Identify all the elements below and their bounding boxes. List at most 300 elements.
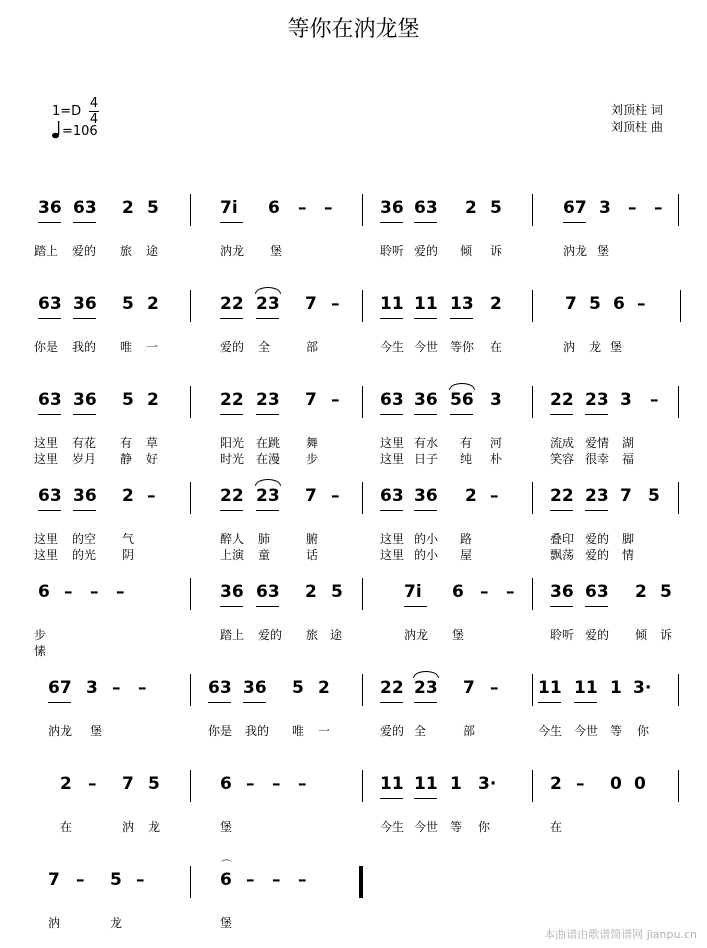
lyric-syllable: 踏上 <box>220 628 245 642</box>
lyric-syllable: 情 <box>622 548 635 562</box>
note: 11 <box>538 678 562 698</box>
lyric-syllable: 步 <box>306 452 319 466</box>
note: 2 <box>305 582 317 602</box>
bar-line <box>362 290 363 322</box>
lyric-syllable: 好 <box>146 452 159 466</box>
note: 6 <box>452 582 464 602</box>
lyric-syllable: 阳光 <box>220 436 245 450</box>
lyric-syllable: 有 <box>120 436 133 450</box>
note: 3· <box>633 678 652 698</box>
note: 36 <box>414 486 438 506</box>
note: 6 <box>268 198 280 218</box>
note: 63 <box>256 582 280 602</box>
note: 23 <box>256 486 280 506</box>
note: – <box>331 294 340 314</box>
slur-mark <box>255 479 281 486</box>
note: 5 <box>589 294 601 314</box>
lyric-syllable: 堡 <box>610 340 623 354</box>
lyric-syllable: 话 <box>306 548 319 562</box>
note: 6 <box>38 582 50 602</box>
beam-underline <box>414 318 437 319</box>
lyric-syllable: 唯 <box>120 340 133 354</box>
watermark: 本曲谱由歌谱简谱网 jianpu.cn <box>544 928 697 941</box>
lyric-syllable: 途 <box>146 244 159 258</box>
page-title: 等你在汭龙堡 <box>287 17 420 42</box>
lyric-syllable: 堡 <box>597 244 610 258</box>
note: 63 <box>38 390 62 410</box>
lyric-syllable: 一 <box>146 340 159 354</box>
note: 63 <box>38 294 62 314</box>
bar-line <box>190 674 191 706</box>
note: – <box>637 294 646 314</box>
lyric-syllable: 你是 <box>208 724 233 738</box>
note: – <box>116 582 125 602</box>
lyric-syllable: 诉 <box>660 628 673 642</box>
note: 36 <box>73 390 97 410</box>
bar-line <box>532 482 533 514</box>
note: 5 <box>122 294 134 314</box>
note: 6 <box>220 870 232 890</box>
note: 2 <box>465 486 477 506</box>
note: 2 <box>147 294 159 314</box>
note: 36 <box>73 294 97 314</box>
lyric-syllable: 今生 <box>380 340 405 354</box>
note: 63 <box>38 486 62 506</box>
beam-underline <box>256 414 279 415</box>
note: 7 <box>620 486 632 506</box>
beam-underline <box>585 510 608 511</box>
lyric-syllable: 路 <box>460 532 473 546</box>
beam-underline <box>256 510 279 511</box>
lyric-syllable: 时光 <box>220 452 245 466</box>
final-bar-line <box>359 866 362 898</box>
note: 2 <box>147 390 159 410</box>
key-signature: 1=D <box>52 104 82 119</box>
beam-underline <box>48 702 71 703</box>
lyric-syllable: 腑 <box>306 532 319 546</box>
lyric-syllable: 这里 <box>34 548 59 562</box>
lyric-syllable: 阴 <box>122 548 135 562</box>
beam-underline <box>73 414 96 415</box>
note: – <box>628 198 637 218</box>
lyric-syllable: 全 <box>414 724 427 738</box>
note: 11 <box>574 678 598 698</box>
lyric-syllable: 爱的 <box>585 532 610 546</box>
note: 1 <box>450 774 462 794</box>
beam-underline <box>585 414 608 415</box>
lyric-syllable: 堡 <box>220 916 233 930</box>
lyric-syllable: 很幸 <box>585 452 610 466</box>
note: 2 <box>318 678 330 698</box>
lyric-syllable: 湖 <box>622 436 635 450</box>
note: 11 <box>414 774 438 794</box>
note: 5 <box>660 582 672 602</box>
note: 36 <box>38 198 62 218</box>
lyric-syllable: 叠印 <box>550 532 575 546</box>
note: 22 <box>220 294 244 314</box>
lyric-syllable: 汭龙 <box>563 244 588 258</box>
note: – <box>136 870 145 890</box>
note: – <box>272 870 281 890</box>
beam-underline <box>380 318 403 319</box>
lyric-syllable: 醉人 <box>220 532 245 546</box>
note: 5 <box>147 198 159 218</box>
note: – <box>64 582 73 602</box>
lyric-syllable: 的空 <box>72 532 97 546</box>
note: 11 <box>380 774 404 794</box>
note: 6 <box>613 294 625 314</box>
note: – <box>298 870 307 890</box>
lyric-syllable: 汭龙 <box>48 724 73 738</box>
note: 7 <box>305 390 317 410</box>
bar-line <box>680 290 681 322</box>
note: 3 <box>86 678 98 698</box>
bar-line <box>190 578 191 610</box>
bar-line <box>678 770 679 802</box>
note: – <box>147 486 156 506</box>
note: 5 <box>648 486 660 506</box>
beam-underline <box>414 702 437 703</box>
note: – <box>246 774 255 794</box>
bar-line <box>678 674 679 706</box>
lyric-syllable: 旅 <box>120 244 133 258</box>
lyric-syllable: 唯 <box>292 724 305 738</box>
note: 5 <box>292 678 304 698</box>
lyric-syllable: 在 <box>550 820 563 834</box>
note: 63 <box>414 198 438 218</box>
lyric-syllable: 今生 <box>380 820 405 834</box>
beam-underline <box>563 222 586 223</box>
note: 5 <box>148 774 160 794</box>
bar-line <box>532 578 533 610</box>
lyric-syllable: 汭龙 <box>404 628 429 642</box>
bar-line <box>362 770 363 802</box>
beam-underline <box>550 606 573 607</box>
lyric-syllable: 这里 <box>380 548 405 562</box>
lyric-syllable: 爱的 <box>585 628 610 642</box>
note: 22 <box>220 390 244 410</box>
lyric-syllable: 汭 <box>563 340 576 354</box>
time-signature <box>88 96 100 127</box>
note: – <box>506 582 515 602</box>
note: 2 <box>465 198 477 218</box>
note: – <box>650 390 659 410</box>
beam-underline <box>208 702 231 703</box>
note: – <box>654 198 663 218</box>
note: 22 <box>550 390 574 410</box>
lyric-syllable: 爱的 <box>414 244 439 258</box>
note: 23 <box>585 486 609 506</box>
bar-line <box>678 194 679 226</box>
lyric-syllable: 流成 <box>550 436 575 450</box>
bar-line <box>190 290 191 322</box>
bar-line <box>190 386 191 418</box>
lyric-syllable: 草 <box>146 436 159 450</box>
lyric-syllable: 龙 <box>148 820 161 834</box>
note: – <box>112 678 121 698</box>
bar-line <box>532 770 533 802</box>
lyric-syllable: 爱情 <box>585 436 610 450</box>
lyric-syllable: 聆听 <box>380 244 405 258</box>
note: 2 <box>490 294 502 314</box>
note: – <box>272 774 281 794</box>
slur-mark <box>449 383 475 390</box>
lyric-syllable: 童 <box>258 548 271 562</box>
lyric-syllable: 聆听 <box>550 628 575 642</box>
lyric-syllable: 这里 <box>380 532 405 546</box>
lyric-syllable: 爱的 <box>220 340 245 354</box>
note: – <box>490 486 499 506</box>
lyric-syllable: 堡 <box>270 244 283 258</box>
note: – <box>576 774 585 794</box>
note: 63 <box>73 198 97 218</box>
lyric-syllable: 今生 <box>538 724 563 738</box>
note: 7 <box>48 870 60 890</box>
note: – <box>490 678 499 698</box>
note: 22 <box>220 486 244 506</box>
beam-underline <box>73 510 96 511</box>
note: 5 <box>110 870 122 890</box>
lyric-syllable: 这里 <box>380 436 405 450</box>
lyric-syllable: 今世 <box>414 340 439 354</box>
lyric-syllable: 堡 <box>90 724 103 738</box>
note: 7 <box>463 678 475 698</box>
note: 7 <box>122 774 134 794</box>
beam-underline <box>38 510 61 511</box>
lyric-syllable: 有水 <box>414 436 439 450</box>
note: 36 <box>550 582 574 602</box>
lyric-syllable: 在 <box>60 820 73 834</box>
note: 6 <box>220 774 232 794</box>
lyric-syllable: 福 <box>622 452 635 466</box>
lyric-syllable: 等 <box>610 724 623 738</box>
lyric-syllable: 笑容 <box>550 452 575 466</box>
note: – <box>298 198 307 218</box>
beam-underline <box>220 510 243 511</box>
bar-line <box>362 866 363 898</box>
bar-line <box>532 386 533 418</box>
note: 5 <box>122 390 134 410</box>
lyric-syllable: 今世 <box>414 820 439 834</box>
note: 36 <box>220 582 244 602</box>
lyric-syllable: 诉 <box>490 244 503 258</box>
beam-underline <box>450 318 473 319</box>
lyric-syllable: 爱的 <box>585 548 610 562</box>
lyric-syllable: 今世 <box>574 724 599 738</box>
lyric-syllable: 爱的 <box>258 628 283 642</box>
note: 2 <box>635 582 647 602</box>
beam-underline <box>585 606 608 607</box>
quarter-note-icon <box>52 121 60 139</box>
beam-underline <box>220 222 243 223</box>
lyric-syllable: 我的 <box>72 340 97 354</box>
lyric-syllable: 上演 <box>220 548 245 562</box>
lyric-syllable: 汭 <box>122 820 135 834</box>
bar-line <box>190 482 191 514</box>
lyric-syllable: 堡 <box>452 628 465 642</box>
lyric-syllable: 气 <box>122 532 135 546</box>
beam-underline <box>550 510 573 511</box>
lyric-syllable: 你 <box>478 820 491 834</box>
note: 7 <box>305 486 317 506</box>
lyric-syllable: 有 <box>460 436 473 450</box>
lyric-syllable: 部 <box>463 724 476 738</box>
note: 11 <box>380 294 404 314</box>
beam-underline <box>404 606 427 607</box>
note: 3 <box>490 390 502 410</box>
lyric-syllable: 肺 <box>258 532 271 546</box>
slur-mark <box>413 671 439 678</box>
lyric-syllable: 旅 <box>306 628 319 642</box>
note: 7i <box>220 198 238 218</box>
note: – <box>138 678 147 698</box>
lyric-syllable: 途 <box>330 628 343 642</box>
lyric-syllable: 岁月 <box>72 452 97 466</box>
beam-underline <box>38 222 61 223</box>
lyric-syllable: 倾 <box>460 244 473 258</box>
lyric-syllable: 我的 <box>245 724 270 738</box>
note: 7 <box>565 294 577 314</box>
bar-line <box>678 482 679 514</box>
beam-underline <box>538 702 561 703</box>
time-signature-bottom: 4 <box>89 112 99 127</box>
beam-underline <box>550 414 573 415</box>
lyric-syllable: 脚 <box>622 532 635 546</box>
note: 1 <box>610 678 622 698</box>
lyric-syllable: 汭 <box>48 916 61 930</box>
lyric-syllable: 日子 <box>414 452 439 466</box>
note: 7i <box>404 582 422 602</box>
bar-line <box>190 194 191 226</box>
note: 63 <box>380 390 404 410</box>
beam-underline <box>256 606 279 607</box>
note: – <box>331 390 340 410</box>
note: 22 <box>550 486 574 506</box>
lyric-syllable: 屋 <box>460 548 473 562</box>
lyric-syllable: 等 <box>450 820 463 834</box>
lyric-syllable: 朴 <box>490 452 503 466</box>
beam-underline <box>220 414 243 415</box>
note: 23 <box>256 390 280 410</box>
lyric-syllable: 飘荡 <box>550 548 575 562</box>
lyric-syllable: 倾 <box>635 628 648 642</box>
lyricist-credit: 刘顶柱 词 <box>611 103 663 117</box>
bar-line <box>532 194 533 226</box>
bar-line <box>678 386 679 418</box>
lyric-syllable: 在 <box>490 340 503 354</box>
beam-underline <box>414 222 437 223</box>
bar-line <box>362 386 363 418</box>
note: 7 <box>305 294 317 314</box>
beam-underline <box>38 318 61 319</box>
note: 63 <box>208 678 232 698</box>
lyric-syllable: 的光 <box>72 548 97 562</box>
note: 2 <box>60 774 72 794</box>
note: 36 <box>73 486 97 506</box>
lyric-syllable: 在跳 <box>256 436 281 450</box>
composer-credit: 刘顶柱 曲 <box>611 120 663 134</box>
lyric-syllable: 爱的 <box>72 244 97 258</box>
note: 23 <box>414 678 438 698</box>
note: 3 <box>599 198 611 218</box>
note: – <box>324 198 333 218</box>
lyric-syllable: 舞 <box>306 436 319 450</box>
bar-line <box>362 674 363 706</box>
lyric-syllable: 在漫 <box>256 452 281 466</box>
lyric-syllable: 踏上 <box>34 244 59 258</box>
note: 2 <box>550 774 562 794</box>
lyric-syllable: 爱的 <box>380 724 405 738</box>
note: – <box>76 870 85 890</box>
beam-underline <box>574 702 597 703</box>
note: 63 <box>380 486 404 506</box>
note: 0 <box>634 774 646 794</box>
note: – <box>331 486 340 506</box>
note: 0 <box>610 774 622 794</box>
note: 63 <box>585 582 609 602</box>
slur-mark <box>255 287 281 294</box>
lyric-syllable: 龙 <box>589 340 602 354</box>
note: 36 <box>243 678 267 698</box>
beam-underline <box>414 798 437 799</box>
note: 67 <box>563 198 587 218</box>
note: 3· <box>478 774 497 794</box>
lyric-syllable: 堡 <box>220 820 233 834</box>
lyric-syllable: 这里 <box>34 532 59 546</box>
bar-line <box>190 770 191 802</box>
bar-line <box>532 674 533 706</box>
note: – <box>298 774 307 794</box>
lyric-syllable: 河 <box>490 436 503 450</box>
lyric-syllable: 你是 <box>34 340 59 354</box>
note: 2 <box>122 486 134 506</box>
lyric-syllable: 龙 <box>110 916 123 930</box>
note: 67 <box>48 678 72 698</box>
beam-underline <box>73 222 96 223</box>
beam-underline <box>380 414 403 415</box>
lyric-syllable: 纯 <box>460 452 473 466</box>
note: – <box>480 582 489 602</box>
note: 3 <box>620 390 632 410</box>
beam-underline <box>38 414 61 415</box>
note: 2 <box>122 198 134 218</box>
beam-underline <box>380 798 403 799</box>
note: 5 <box>490 198 502 218</box>
beam-underline <box>450 414 473 415</box>
lyric-syllable: 这里 <box>380 452 405 466</box>
beam-underline <box>380 510 403 511</box>
lyric-syllable: 一 <box>318 724 331 738</box>
note: 36 <box>380 198 404 218</box>
lyric-syllable: 这里 <box>34 436 59 450</box>
bar-line <box>362 194 363 226</box>
beam-underline <box>380 702 403 703</box>
bar-line <box>362 482 363 514</box>
lyric-syllable: 的小 <box>414 548 439 562</box>
beam-underline <box>220 606 243 607</box>
lyric-syllable: 的小 <box>414 532 439 546</box>
note: – <box>88 774 97 794</box>
note: 5 <box>331 582 343 602</box>
beam-underline <box>414 414 437 415</box>
beam-underline <box>256 318 279 319</box>
beam-underline <box>220 318 243 319</box>
note: – <box>90 582 99 602</box>
note: 36 <box>414 390 438 410</box>
lyric-syllable: 步 <box>34 628 47 642</box>
bar-line <box>362 578 363 610</box>
lyric-syllable: 愫 <box>34 644 47 658</box>
